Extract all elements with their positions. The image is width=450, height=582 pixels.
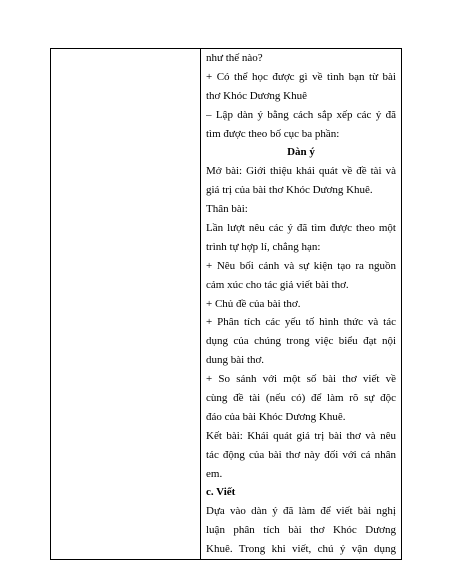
text-line: cùng đề tài (nếu có) để làm rõ sự độc (206, 392, 396, 405)
text-line: Thân bài: (206, 203, 248, 216)
text-line: trình tự hợp lí, chẳng hạn: (206, 240, 321, 253)
text-line: – Lập dàn ý bằng cách sắp xếp các ý đã (206, 108, 396, 121)
text-line: như thế nào? (206, 52, 263, 64)
text-line: c. Viết (206, 486, 236, 499)
text-line: Lần lượt nêu các ý đã tìm được theo một (206, 222, 396, 235)
content-table (50, 48, 402, 560)
text-line: thơ Khóc Dương Khuê (206, 89, 307, 102)
text-line: giá trị của bài thơ Khóc Dương Khuê. (206, 184, 373, 197)
text-line: + Có thể học được gì về tình bạn từ bài (206, 70, 396, 83)
text-line: Kết bài: Khái quát giá trị bài thơ và nêu (206, 429, 396, 442)
left-column (51, 49, 201, 559)
text-line: cảm xúc cho tác giả viết bài thơ. (206, 278, 349, 291)
text-line: dung bài thơ. (206, 354, 265, 367)
text-line: Dàn ý (287, 146, 315, 159)
text-line: + Phân tích các yếu tố hình thức và tác (206, 316, 396, 329)
text-line: Dựa vào dàn ý đã làm để viết bài nghị (206, 505, 396, 518)
text-line: luận phân tích bài thơ Khóc Dương (206, 524, 396, 537)
text-line: + So sánh với một số bài thơ viết về (206, 373, 396, 386)
right-column (201, 49, 401, 559)
text-line: Mở bài: Giới thiệu khái quát về đề tài và (206, 165, 396, 178)
text-line: tác động của bài thơ này đối với cá nhân (206, 448, 396, 461)
text-line: Khuê. Trong khi viết, chú ý vận dụng (206, 543, 396, 556)
text-line: + Nêu bối cảnh và sự kiện tạo ra nguồn (206, 259, 396, 272)
text-line: + Chủ đề của bài thơ. (206, 297, 301, 310)
text-line: dụng của chúng trong việc biểu đạt nội (206, 335, 396, 348)
text-line: em. (206, 467, 223, 480)
text-line: tìm được theo bố cục ba phần: (206, 127, 340, 140)
text-line: đáo của bài Khóc Dương Khuê. (206, 410, 346, 423)
